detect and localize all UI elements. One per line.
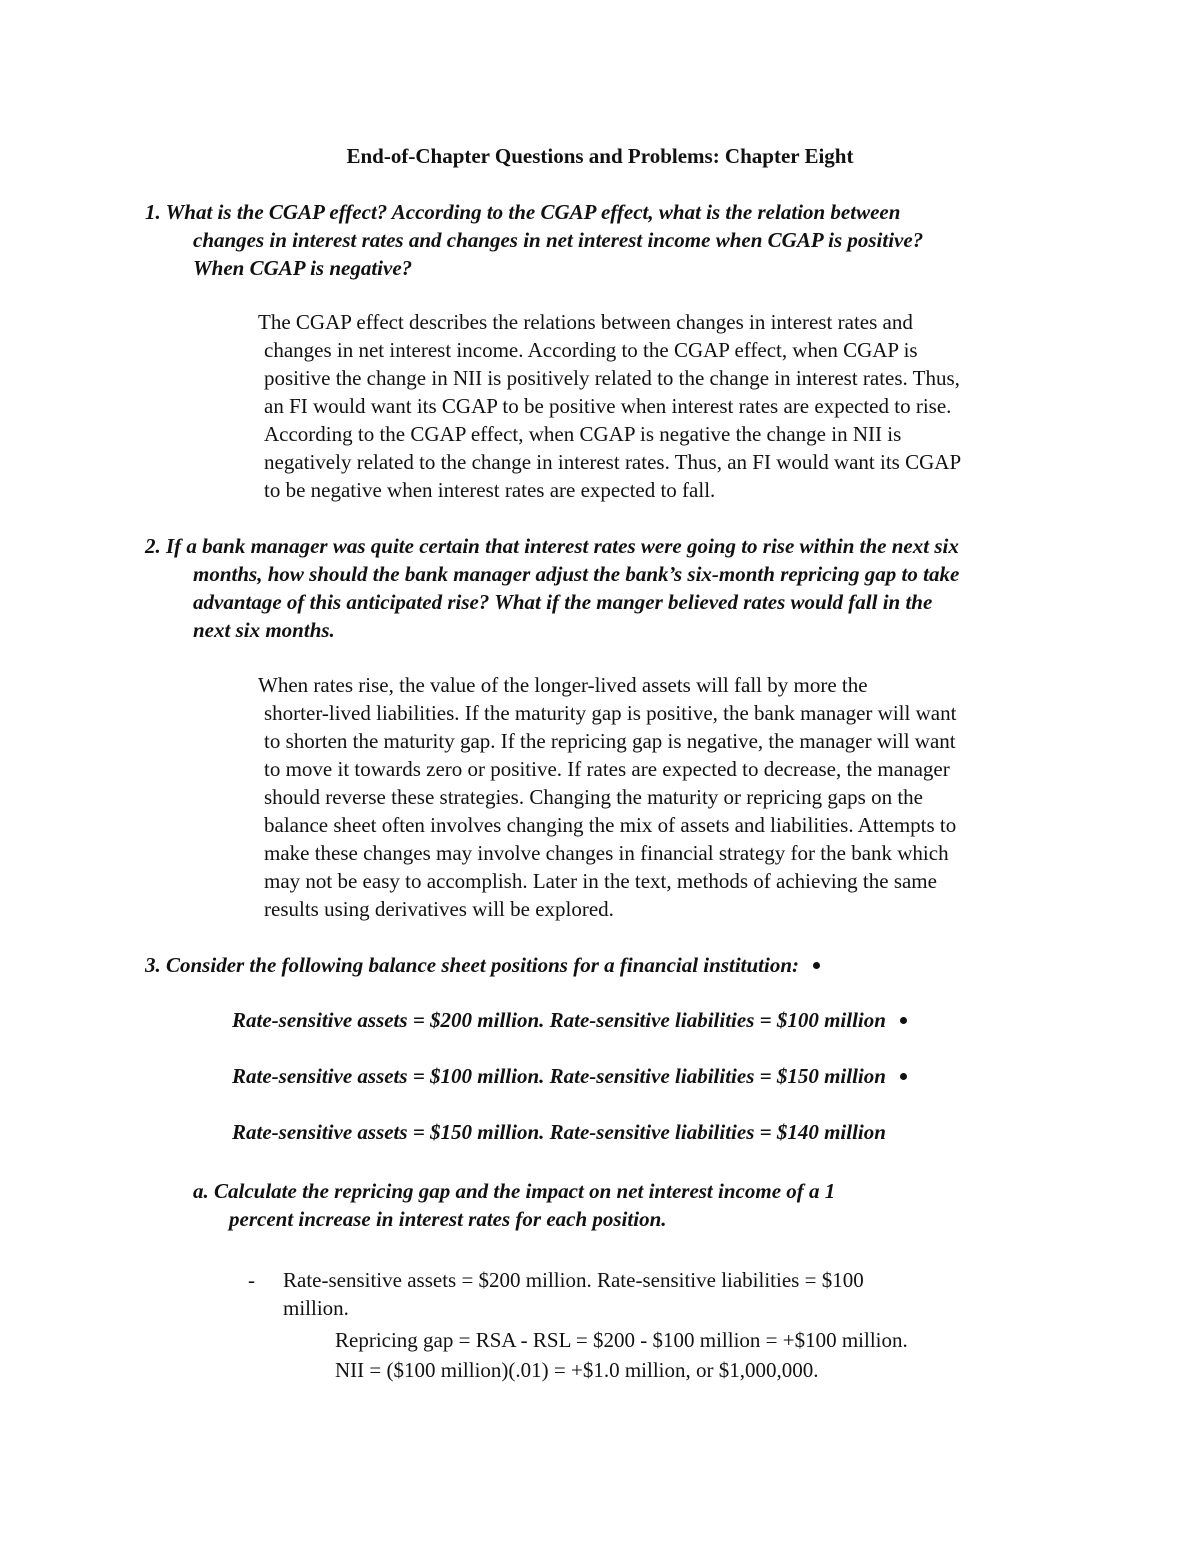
bullet-icon — [813, 962, 820, 969]
question-3a-line: percent increase in interest rates for each position. — [229, 1207, 667, 1231]
answer-2-line: to move it towards zero or positive. If rates are expected to decrease, the manager — [264, 757, 950, 781]
answer-1-line: to be negative when interest rates are expected to fall. — [264, 478, 716, 502]
bullet-icon — [900, 1073, 907, 1080]
answer-1-line: negatively related to the change in interest rates. Thus, an FI would want its CGAP — [264, 450, 962, 474]
bullet-icon — [900, 1017, 907, 1024]
question-2-line: months, how should the bank manager adjust the bank’s six-month repricing gap to take — [193, 562, 960, 586]
answer-2-line: shorter-lived liabilities. If the maturity gap is positive, the bank manager will want — [264, 701, 957, 725]
answer-2-line: results using derivatives will be explored. — [264, 897, 614, 921]
answer-2-line: to shorten the maturity gap. If the repricing gap is negative, the manager will want — [264, 729, 956, 753]
answer-3a-line: Rate-sensitive assets = $200 million. Rate-sensitive liabilities = $100 — [283, 1268, 864, 1292]
answer-1-line: positive the change in NII is positively related to the change in interest rates. Thus, — [264, 366, 960, 390]
question-3a — [193, 1177, 835, 1233]
question-1 — [145, 198, 923, 282]
answer-2 — [258, 671, 957, 923]
question-2 — [145, 532, 959, 644]
balance-position-text: Rate-sensitive assets = $100 million. Rate-sensitive liabilities = $150 million — [232, 1064, 886, 1088]
answer-1-line: an FI would want its CGAP to be positive when interest rates are expected to rise. — [264, 394, 952, 418]
answer-2-line: may not be easy to accomplish. Later in the text, methods of achieving the same — [264, 869, 937, 893]
balance-position-2 — [232, 1062, 907, 1090]
balance-position-text: Rate-sensitive assets = $150 million. Rate-sensitive liabilities = $140 million — [232, 1120, 886, 1144]
balance-position-text: Rate-sensitive assets = $200 million. Rate-sensitive liabilities = $100 million — [232, 1008, 886, 1032]
answer-3a-item — [248, 1266, 864, 1322]
question-1-line: 1. What is the CGAP effect? According to the CGAP effect, what is the relation between — [145, 200, 901, 224]
answer-3a-line: million. — [283, 1296, 349, 1320]
calc-line: Repricing gap = RSA - RSL = $200 - $100 million = +$100 million. — [335, 1328, 908, 1352]
answer-3a-text — [283, 1266, 864, 1322]
calc-line: NII = ($100 million)(.01) = +$1.0 million, or $1,000,000. — [335, 1358, 819, 1382]
question-2-line: next six months. — [193, 618, 335, 642]
document-title: End-of-Chapter Questions and Problems: Chapter Eight — [346, 144, 854, 168]
dash-bullet: - — [248, 1268, 255, 1292]
question-1-line: When CGAP is negative? — [193, 256, 413, 280]
answer-1-line: According to the CGAP effect, when CGAP is negative the change in NII is — [264, 422, 902, 446]
question-2-line: advantage of this anticipated rise? What if the manger believed rates would fall in the — [193, 590, 933, 614]
question-3-line — [145, 951, 820, 979]
answer-2-line: When rates rise, the value of the longer-lived assets will fall by more the — [258, 673, 868, 697]
answer-2-line: make these changes may involve changes in financial strategy for the bank which — [264, 841, 949, 865]
answer-2-line: balance sheet often involves changing the mix of assets and liabilities. Attempts to — [264, 813, 957, 837]
balance-position-1 — [232, 1006, 907, 1034]
repricing-gap-calculation — [335, 1325, 908, 1385]
answer-1 — [258, 308, 962, 504]
balance-position-3 — [232, 1118, 886, 1146]
answer-2-line: should reverse these strategies. Changing the maturity or repricing gaps on the — [264, 785, 923, 809]
question-3 — [145, 951, 820, 979]
answer-1-line: The CGAP effect describes the relations between changes in interest rates and — [258, 310, 913, 334]
answer-1-line: changes in net interest income. According to the CGAP effect, when CGAP is — [264, 338, 918, 362]
question-3-text: 3. Consider the following balance sheet positions for a financial institution: — [145, 953, 800, 977]
question-1-line: changes in interest rates and changes in net interest income when CGAP is positive? — [193, 228, 924, 252]
question-3a-line: a. Calculate the repricing gap and the impact on net interest income of a 1 — [193, 1179, 836, 1203]
question-2-line: 2. If a bank manager was quite certain that interest rates were going to rise within the next six — [145, 534, 959, 558]
